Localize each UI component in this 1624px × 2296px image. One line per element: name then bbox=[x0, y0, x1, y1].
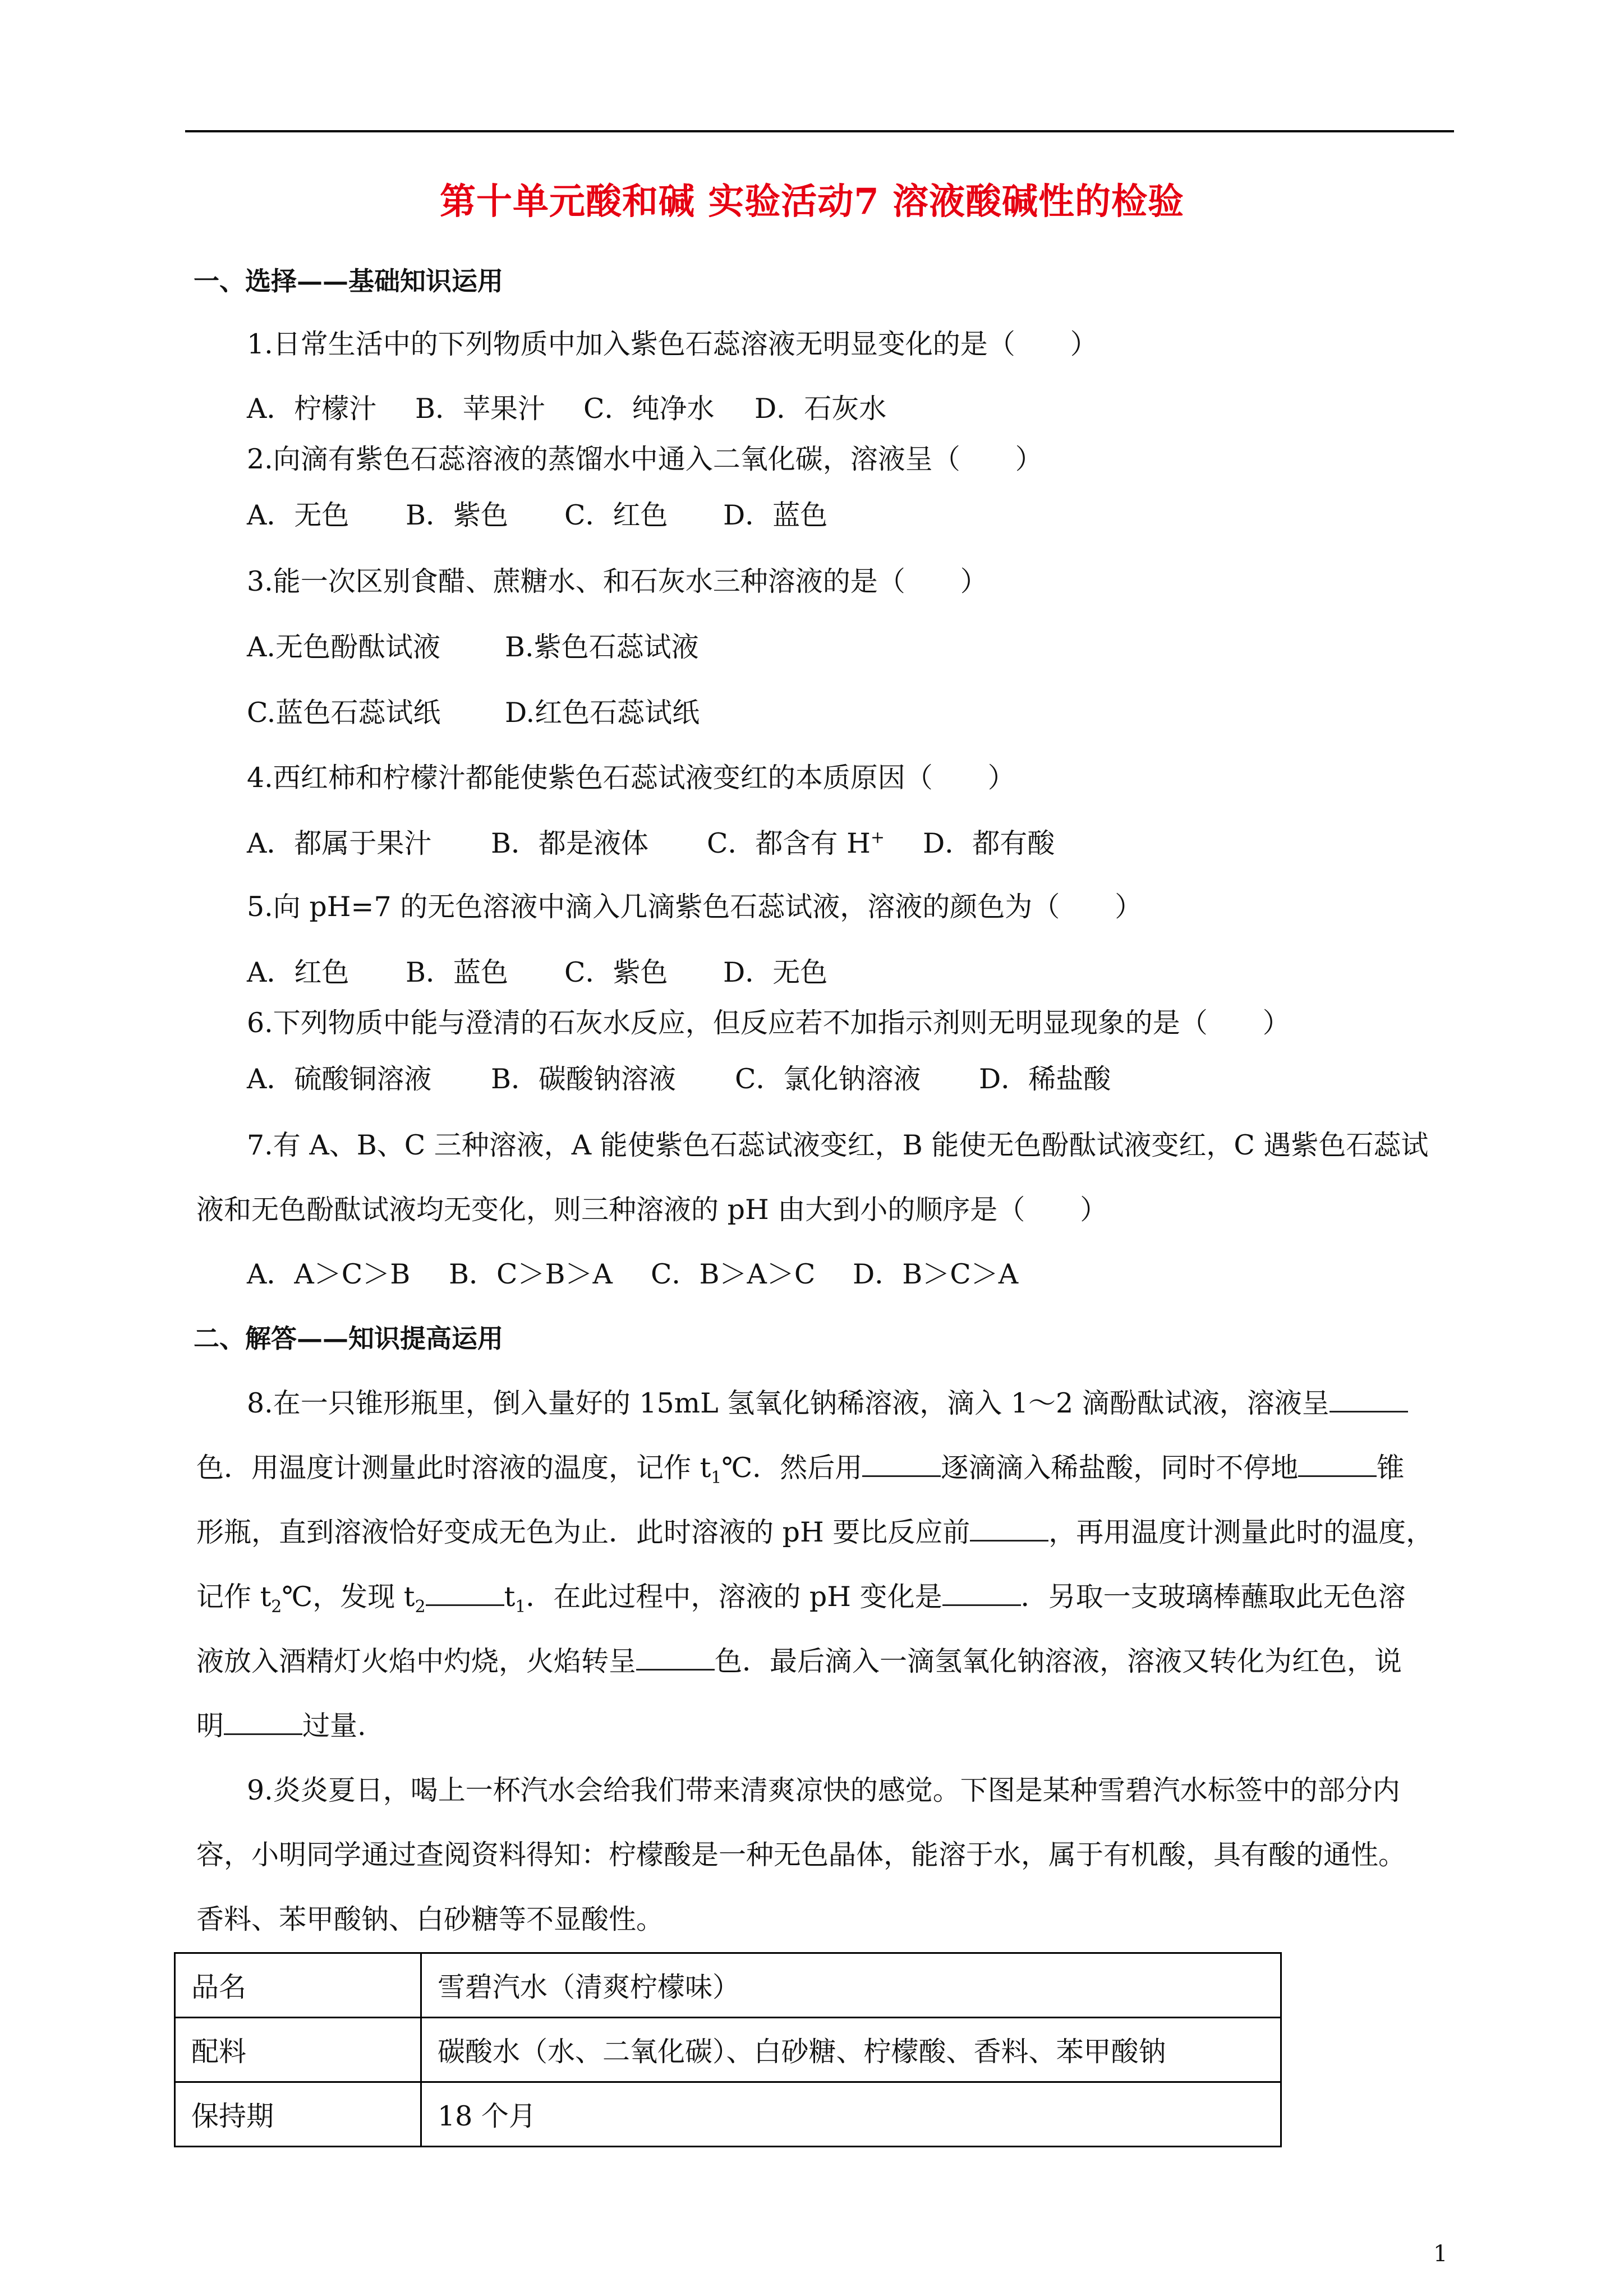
table-row bbox=[175, 2018, 1281, 2082]
question-8-line4: 记作 $t_2℃$，发现 $t_2$ $t_1$．在此过程中，溶液的 pH 变化是 ．另取一支玻璃棒蘸取此无色溶 bbox=[196, 1581, 1406, 1617]
question-8-line5: 液放入酒精灯火焰中灼烧，火焰转呈 色．最后滴入一滴氢氧化钠溶液，溶液又转化为红色，说 bbox=[196, 1645, 1402, 1677]
section-heading-2: 二、解答——知识提高运用 bbox=[194, 1323, 503, 1354]
option-d: D．蓝色 bbox=[723, 499, 828, 531]
option-d: D．都有酸 bbox=[923, 827, 1055, 859]
question-1-stem: 1.日常生活中的下列物质中加入紫色石蕊溶液无明显变化的是（ ） bbox=[247, 328, 1098, 360]
option-c: C．B＞A＞C bbox=[651, 1258, 816, 1290]
option-a: A．硫酸铜溶液 bbox=[247, 1063, 432, 1095]
question-8-line1: 8.在一只锥形瓶里，倒入量好的 15mL 氢氧化钠稀溶液，滴入 1～2 滴酚酞试液，溶液呈 bbox=[247, 1382, 1408, 1421]
section-heading-1: 一、选择——基础知识运用 bbox=[194, 266, 503, 296]
question-2-stem: 2.向滴有紫色石蕊溶液的蒸馏水中通入二氧化碳，溶液呈（ ） bbox=[247, 443, 1043, 475]
question-8-line2: 色．用温度计测量此时溶液的温度，记作 $t_1℃$．然后用 逐滴滴入稀盐酸，同时不停地 锥 bbox=[196, 1452, 1405, 1488]
question-8-line6: 明 过量. bbox=[196, 1710, 366, 1742]
table-key: 品名 bbox=[175, 1953, 421, 2018]
answer-blank bbox=[224, 1709, 302, 1735]
question-8-line3: 形瓶，直到溶液恰好变成无色为止．此时溶液的 pH 要比反应前 ，再用温度计测量此时的温度， bbox=[196, 1516, 1434, 1548]
option-d: D．石灰水 bbox=[755, 393, 887, 425]
question-1-options bbox=[247, 387, 886, 426]
question-6-stem: 6.下列物质中能与澄清的石灰水反应，但反应若不加指示剂则无明显现象的是（ ） bbox=[247, 1007, 1290, 1039]
option-a: A．柠檬汁 bbox=[247, 393, 377, 425]
option-b: B．碳酸钠溶液 bbox=[491, 1063, 677, 1095]
table-key: 配料 bbox=[175, 2018, 421, 2082]
question-5-options bbox=[247, 951, 827, 990]
option-c: C．紫色 bbox=[564, 956, 668, 988]
question-3-options-row2 bbox=[247, 691, 700, 730]
header-rule bbox=[185, 130, 1454, 132]
question-4-stem: 4.西红柿和柠檬汁都能使紫色石蕊试液变红的本质原因（ ） bbox=[247, 762, 1015, 794]
option-b: B．蓝色 bbox=[406, 956, 509, 988]
question-3-stem: 3.能一次区别食醋、蔗糖水、和石灰水三种溶液的是（ ） bbox=[247, 565, 988, 597]
question-7-stem-line2: 液和无色酚酞试液均无变化，则三种溶液的 pH 由大到小的顺序是（ ） bbox=[196, 1194, 1108, 1226]
question-2-options bbox=[247, 494, 827, 533]
option-d: D.红色石蕊试纸 bbox=[505, 697, 700, 729]
answer-blank bbox=[636, 1644, 715, 1671]
question-6-options bbox=[247, 1057, 1111, 1097]
question-5-stem: 5.向 pH=7 的无色溶液中滴入几滴紫色石蕊试液，溶液的颜色为（ ） bbox=[247, 891, 1143, 923]
question-9-line3: 香料、苯甲酸钠、白砂糖等不显酸性。 bbox=[196, 1903, 664, 1935]
option-b: B．都是液体 bbox=[491, 827, 649, 859]
answer-blank bbox=[862, 1451, 941, 1477]
question-9-line1: 9.炎炎夏日，喝上一杯汽水会给我们带来清爽凉快的感觉。下图是某种雪碧汽水标签中的部分内 bbox=[247, 1774, 1400, 1806]
product-label-table bbox=[174, 1952, 1282, 2147]
answer-blank bbox=[970, 1515, 1048, 1542]
page-number: 1 bbox=[1433, 2241, 1448, 2267]
option-a: A．红色 bbox=[247, 956, 349, 988]
option-b: B．C＞B＞A bbox=[449, 1258, 613, 1290]
answer-blank bbox=[1329, 1386, 1408, 1412]
option-d: D．B＞C＞A bbox=[853, 1258, 1019, 1290]
page-title: 第十单元酸和碱 实验活动7 溶液酸碱性的检验 bbox=[439, 181, 1185, 223]
option-d: D．无色 bbox=[723, 956, 828, 988]
option-b: B．紫色 bbox=[406, 499, 509, 531]
option-a: A．A＞C＞B bbox=[247, 1258, 411, 1290]
table-value: 雪碧汽水（清爽柠檬味） bbox=[421, 1953, 1281, 2018]
table-key: 保持期 bbox=[175, 2082, 421, 2147]
question-7-stem-line1: 7.有 A、B、C 三种溶液，A 能使紫色石蕊试液变红，B 能使无色酚酞试液变红，C 遇紫色石蕊试 bbox=[247, 1129, 1429, 1161]
answer-blank bbox=[1298, 1451, 1377, 1477]
table-value: 18 个月 bbox=[421, 2082, 1281, 2147]
option-d: D．稀盐酸 bbox=[979, 1063, 1111, 1095]
option-c: C．纯净水 bbox=[583, 393, 715, 425]
question-7-options bbox=[247, 1253, 1018, 1292]
option-c: C．都含有 H+ bbox=[707, 827, 885, 859]
question-9-line2: 容，小明同学通过查阅资料得知：柠檬酸是一种无色晶体，能溶于水，属于有机酸，具有酸的通性。 bbox=[196, 1839, 1406, 1871]
table-value: 碳酸水（水、二氧化碳）、白砂糖、柠檬酸、香料、苯甲酸钠 bbox=[421, 2018, 1281, 2082]
option-c: C．红色 bbox=[564, 499, 668, 531]
table-row bbox=[175, 1953, 1281, 2018]
option-a: A．都属于果汁 bbox=[247, 827, 432, 859]
question-4-options bbox=[247, 822, 1055, 861]
answer-blank bbox=[942, 1580, 1021, 1606]
option-c: C．氯化钠溶液 bbox=[735, 1063, 921, 1095]
answer-blank bbox=[426, 1580, 504, 1606]
option-b: B.紫色石蕊试液 bbox=[505, 631, 699, 663]
option-b: B．苹果汁 bbox=[415, 393, 546, 425]
table-row bbox=[175, 2082, 1281, 2147]
option-a: A．无色 bbox=[247, 499, 349, 531]
question-3-options-row1 bbox=[247, 625, 699, 665]
option-c: C.蓝色石蕊试纸 bbox=[247, 697, 441, 729]
option-a: A.无色酚酞试液 bbox=[247, 631, 440, 663]
